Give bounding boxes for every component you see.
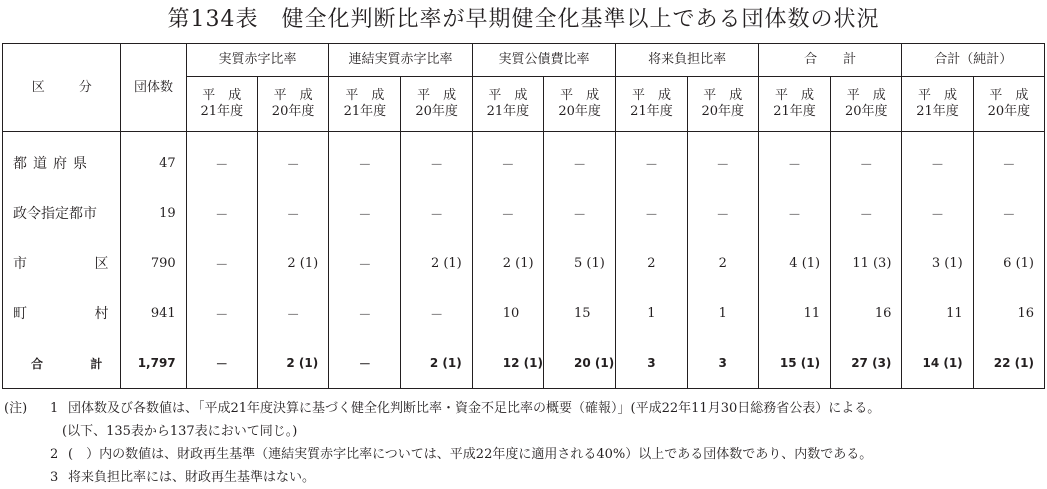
row-count: 1,797: [121, 338, 186, 389]
table-cell: 2: [616, 238, 687, 288]
note-tag: (注): [4, 401, 28, 416]
table-cell: 2: [687, 238, 758, 288]
table-cell: 3 (1): [902, 238, 973, 288]
table-cell: 2 (1): [401, 338, 472, 389]
table-cell: －: [329, 132, 401, 189]
table-cell: －: [186, 338, 257, 389]
table-cell: 2 (1): [401, 238, 472, 288]
table-cell: －: [616, 188, 687, 238]
header-count: 団体数: [121, 44, 186, 132]
table-cell: －: [186, 238, 257, 288]
table-cell: －: [329, 188, 401, 238]
table-cell: －: [186, 188, 257, 238]
header-group: 合 計: [758, 44, 902, 77]
header-year: 平 成 21年度: [329, 77, 401, 132]
row-label: 市 区: [3, 238, 121, 288]
table-row: [3, 288, 1045, 338]
table-cell: －: [186, 288, 257, 338]
row-label: 都道府県: [3, 132, 121, 189]
table-cell: －: [831, 132, 902, 189]
table-cell: 27 (3): [831, 338, 902, 389]
header-group: 実質公債費比率: [472, 44, 616, 77]
table-cell: 20 (1): [544, 338, 616, 389]
header-year: 平 成 20年度: [973, 77, 1044, 132]
table-cell: －: [758, 132, 830, 189]
row-count: 19: [121, 188, 186, 238]
table-cell: －: [257, 188, 328, 238]
header-year: 平 成 21年度: [902, 77, 973, 132]
table-cell: －: [329, 238, 401, 288]
row-label: 合 計: [3, 338, 121, 389]
note-number: 2: [50, 447, 59, 462]
header-year: 平 成 20年度: [401, 77, 472, 132]
header-year: 平 成 20年度: [257, 77, 328, 132]
note-text: ( ）内の数値は、財政再生基準（連結実質赤字比率については、平成22年度に適用される40%）以上である団体数であり、内数である。: [68, 447, 873, 462]
table-cell: －: [902, 132, 973, 189]
table-cell: －: [544, 132, 616, 189]
table-cell: 4 (1): [758, 238, 830, 288]
table-cell: 11 (3): [831, 238, 902, 288]
page-title: 第134表 健全化判断比率が早期健全化基準以上である団体数の状況: [167, 7, 880, 32]
note-number: 1: [50, 401, 59, 416]
table-cell: －: [257, 288, 328, 338]
note-text: 将来負担比率には、財政再生基準はない。: [68, 470, 316, 485]
header-year: 平 成 20年度: [544, 77, 616, 132]
row-label: 町 村: [3, 288, 121, 338]
table-cell: －: [401, 188, 472, 238]
table-cell: －: [186, 132, 257, 189]
table-cell: 3: [616, 338, 687, 389]
table-cell: 11: [758, 288, 830, 338]
table-cell: 5 (1): [544, 238, 616, 288]
row-count: 941: [121, 288, 186, 338]
table-cell: 16: [831, 288, 902, 338]
table-cell: 16: [973, 288, 1044, 338]
table-cell: －: [616, 132, 687, 189]
table-cell: 12 (1): [472, 338, 543, 389]
table-cell: －: [257, 132, 328, 189]
table-cell: －: [758, 188, 830, 238]
header-group: 連結実質赤字比率: [329, 44, 473, 77]
header-year: 平 成 20年度: [831, 77, 902, 132]
note-text: 団体数及び各数値は、「平成21年度決算に基づく健全化判断比率・資金不足比率の概要（確報）」(平成22年11月30日総務省公表）による。: [68, 401, 881, 416]
table-cell: 2 (1): [472, 238, 543, 288]
table-cell: 6 (1): [973, 238, 1044, 288]
table-cell: 2 (1): [257, 238, 328, 288]
table-cell: －: [687, 188, 758, 238]
table-cell: 11: [902, 288, 973, 338]
header-year: 平 成 21年度: [758, 77, 830, 132]
table-row: [3, 132, 1045, 189]
table-cell: －: [544, 188, 616, 238]
table-row: [3, 238, 1045, 288]
row-count: 790: [121, 238, 186, 288]
table-cell: －: [401, 288, 472, 338]
header-year: 平 成 20年度: [687, 77, 758, 132]
table-cell: 3: [687, 338, 758, 389]
header-group: 実質赤字比率: [186, 44, 329, 77]
table-cell: －: [401, 132, 472, 189]
table-cell: －: [687, 132, 758, 189]
row-count: 47: [121, 132, 186, 189]
header-group: 将来負担比率: [616, 44, 759, 77]
note-number: 3: [50, 470, 59, 485]
table-cell: －: [973, 188, 1044, 238]
table-cell: 14 (1): [902, 338, 973, 389]
table-cell: －: [831, 188, 902, 238]
header-year: 平 成 21年度: [186, 77, 257, 132]
row-label: 政令指定都市: [3, 188, 121, 238]
table-cell: －: [472, 188, 543, 238]
table-cell: 15 (1): [758, 338, 830, 389]
table-row: [3, 338, 1045, 389]
header-group: 合計（純計）: [902, 44, 1045, 77]
table-cell: －: [472, 132, 543, 189]
header-kubun: 区 分: [3, 44, 121, 132]
table-cell: 22 (1): [973, 338, 1044, 389]
table-cell: 2 (1): [257, 338, 328, 389]
table-cell: －: [973, 132, 1044, 189]
status-table: [2, 43, 1045, 389]
table-cell: －: [329, 288, 401, 338]
header-year: 平 成 21年度: [616, 77, 687, 132]
header-year: 平 成 21年度: [472, 77, 543, 132]
note-text: (以下、135表から137表において同じ。): [62, 424, 298, 439]
table-row: [3, 188, 1045, 238]
table-cell: 15: [544, 288, 616, 338]
table-cell: 1: [687, 288, 758, 338]
table-cell: 1: [616, 288, 687, 338]
table-cell: －: [329, 338, 401, 389]
table-cell: 10: [472, 288, 543, 338]
table-cell: －: [902, 188, 973, 238]
